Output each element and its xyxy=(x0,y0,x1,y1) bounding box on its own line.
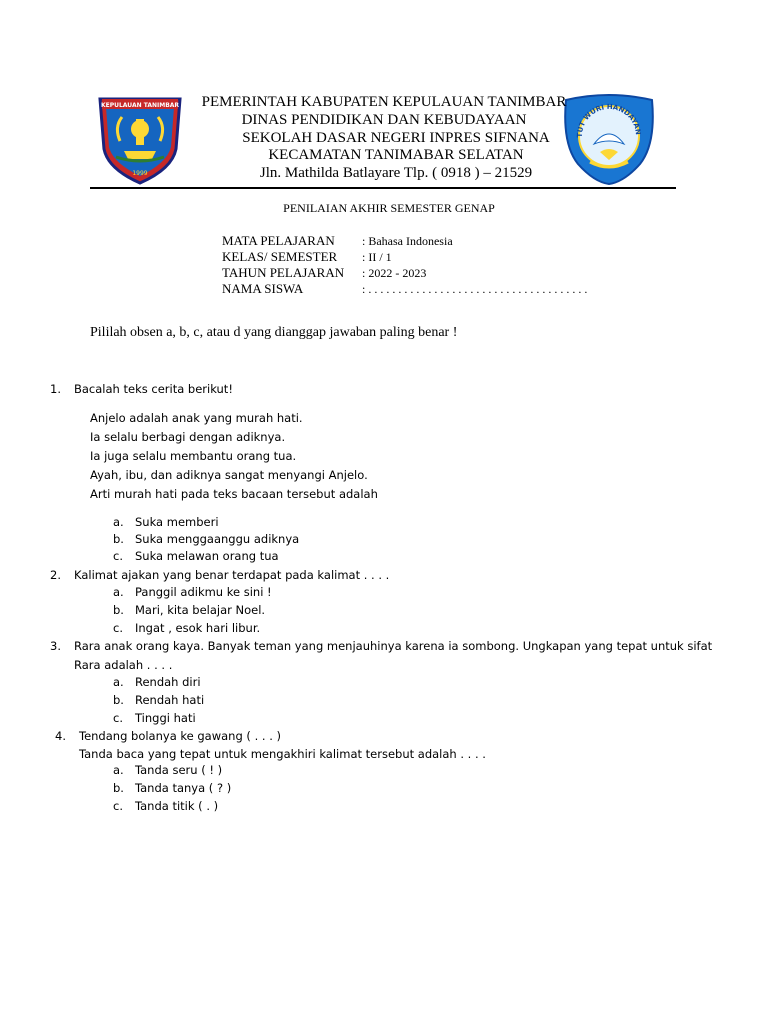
option-text: Panggil adikmu ke sini ! xyxy=(135,585,272,599)
question-text: Tendang bolanya ke gawang ( . . . ) xyxy=(79,729,281,743)
question-text: Rara anak orang kaya. Banyak teman yang menjauhinya karena ia sombong. Ungkapan yang tepat untuk sifat xyxy=(74,639,713,653)
letterhead-line-5: Jln. Mathilda Batlayare Tlp. ( 0918 ) – 21529 xyxy=(259,165,533,181)
info-label: KELAS/ SEMESTER xyxy=(222,249,338,264)
option-letter: a. xyxy=(113,675,124,689)
option-text: Suka melawan orang tua xyxy=(135,549,279,563)
passage-line: Ayah, ibu, dan adiknya sangat menyangi Anjelo. xyxy=(90,468,368,482)
option-letter: c. xyxy=(113,621,123,635)
option-letter: b. xyxy=(113,532,124,546)
letterhead-divider xyxy=(90,187,676,189)
svg-text:KEPULAUAN TANIMBAR: KEPULAUAN TANIMBAR xyxy=(100,102,180,109)
instruction: Pililah obsen a, b, c, atau d yang dianggap jawaban paling benar ! xyxy=(90,325,458,340)
option-letter: a. xyxy=(113,515,124,529)
question-text: Bacalah teks cerita berikut! xyxy=(74,382,233,396)
option-text: Tanda tanya ( ? ) xyxy=(135,781,232,795)
option-text: Mari, kita belajar Noel. xyxy=(135,603,266,617)
info-value: : II / 1 xyxy=(362,250,392,264)
svg-text:TUT WURI HANDAYANI: TUT WURI HANDAYAN xyxy=(575,102,643,138)
question-text-continued: Tanda baca yang tepat untuk mengakhiri kalimat tersebut adalah . . . . xyxy=(79,747,486,761)
question-text-continued: Rara adalah . . . . xyxy=(74,658,173,672)
letterhead-line-3: SEKOLAH DASAR NEGERI INPRES SIFNANA xyxy=(242,130,550,146)
option-letter: c. xyxy=(113,711,123,725)
info-label: NAMA SISWA xyxy=(222,281,304,296)
option-text: Tinggi hati̇ xyxy=(135,711,196,725)
letterhead-line-1: PEMERINTAH KABUPATEN KEPULAUAN TANIMBAR xyxy=(201,94,567,110)
option-letter: b. xyxy=(113,693,124,707)
passage-line: Arti̇ murah hati̇ pada teks bacaan tersebut adalah xyxy=(90,487,378,501)
question-text: Kalimat ajakan yang benar terdapat pada kalimat . . . . xyxy=(74,568,390,582)
passage-line: Ia juga selalu membantu orang tua. xyxy=(90,449,297,463)
svg-text:1999: 1999 xyxy=(132,170,148,177)
option-text: Rendah hati̇ xyxy=(135,693,205,707)
question-number: 4. xyxy=(55,729,66,743)
option-letter: a. xyxy=(113,585,124,599)
option-text: Ingat , esok hari libur. xyxy=(135,621,261,635)
info-value: : Bahasa Indonesia xyxy=(362,234,453,248)
option-text: Suka memberi xyxy=(135,515,219,529)
exam-title: PENILAIAN AKHIR SEMESTER GENAP xyxy=(283,201,495,215)
student-name-blank: : . . . . . . . . . . . . . . . . . . . . . . . . . . . . . . . . . . . . . xyxy=(362,282,588,296)
letterhead-line-2: DINAS PENDIDIKAN DAN KEBUDAYAAN xyxy=(241,112,527,128)
option-text: Tanda ti̇ti̇k ( . ) xyxy=(135,799,219,813)
option-text: Suka menggaanggu adiknya xyxy=(135,532,300,546)
info-label: TAHUN PELAJARAN xyxy=(222,265,345,280)
passage-line: Anjelo adalah anak yang murah hati̇. xyxy=(90,411,303,425)
question-number: 2. xyxy=(50,568,61,582)
info-value: : 2022 - 2023 xyxy=(362,266,427,280)
letterhead-line-4: KECAMATAN TANIMABAR SELATAN xyxy=(268,147,524,163)
option-letter: c. xyxy=(113,549,123,563)
info-label: MATA PELAJARAN xyxy=(222,233,335,248)
option-text: Tanda seru ( ! ) xyxy=(135,763,223,777)
question-number: 1. xyxy=(50,382,61,396)
option-letter: a. xyxy=(113,763,124,777)
passage-line: Ia selalu berbagi dengan adiknya. xyxy=(90,430,286,444)
question-number: 3. xyxy=(50,639,61,653)
option-letter: b. xyxy=(113,603,124,617)
option-letter: b. xyxy=(113,781,124,795)
option-letter: c. xyxy=(113,799,123,813)
option-text: Rendah diri xyxy=(135,675,201,689)
